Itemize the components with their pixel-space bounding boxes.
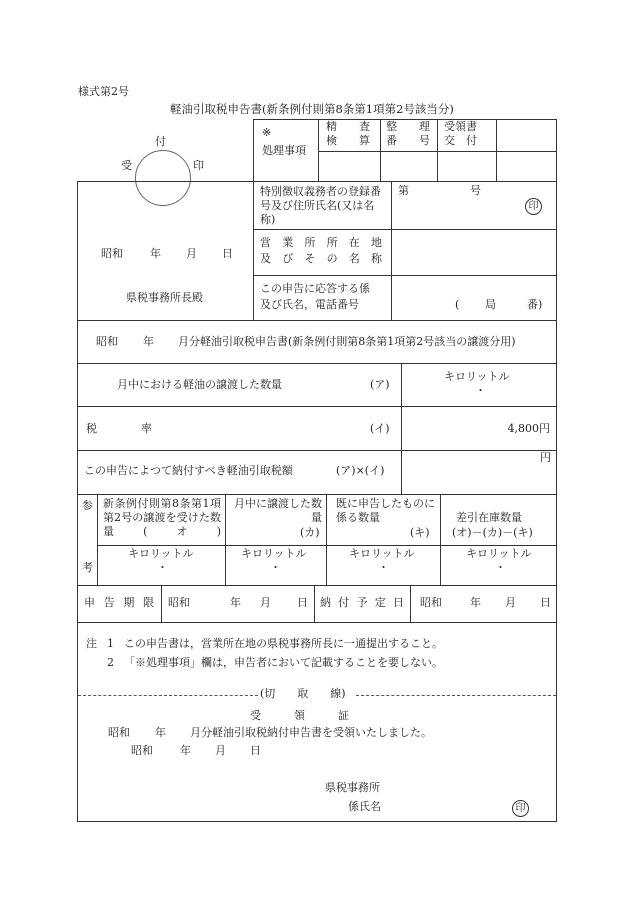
declaration-era: 昭和 [96, 335, 118, 348]
receipt-title: 受 領 証 [250, 709, 349, 722]
phone-open: ( [455, 298, 460, 311]
form-title: 軽油引取税申告書(新条例付則第8条第1項第2号該当分) [170, 102, 454, 116]
row-tax-amount-marker: (ア)×(イ) [336, 464, 385, 477]
reference-side-top: 参 [82, 499, 93, 512]
payment-era: 昭和 [420, 596, 442, 609]
cut-line-left [78, 695, 258, 696]
office-col1-line2: 検 算 [326, 134, 370, 147]
office-address-label-1: 営業所所在地 [260, 236, 382, 249]
cut-line-right [356, 695, 556, 696]
registration-no-suffix: 号 [470, 184, 481, 197]
office-mark: ※ [262, 126, 272, 139]
note-1-number: 1 [107, 637, 114, 650]
payment-month: 月 [505, 596, 516, 609]
stamp-label-top: 付 [155, 135, 166, 148]
reference-col3-dot: ・ [378, 561, 389, 574]
note-2: 「※処理事項」欄は，申告者において記載することを要しない。 [124, 656, 443, 669]
date-era: 昭和 [101, 247, 123, 260]
reference-col2-marker: (カ) [300, 526, 320, 539]
receipt-line1-era: 昭和 [108, 726, 130, 739]
deadline-day: 日 [297, 596, 308, 609]
office-address-label-2: 及びその名称 [260, 252, 382, 265]
receipt-office: 県税事務所 [325, 781, 380, 794]
reference-col1-unit: キロリットル [128, 547, 194, 560]
declaration-rest: 月分軽油引取税申告書(新条例付則第8条第1項第2号該当の譲渡分用) [178, 335, 516, 348]
deadline-era: 昭和 [168, 596, 190, 609]
reference-col4-header-2: (オ)－(カ)－(キ) [452, 526, 533, 539]
phone-number: 番) [527, 298, 543, 311]
reference-col3-header: 既に申告したものに係る数量 [336, 497, 435, 524]
reference-col2-dot: ・ [270, 561, 281, 574]
reference-col4-unit: キロリットル [466, 547, 532, 560]
deadline-month: 月 [260, 596, 271, 609]
row-quantity-dot: ・ [475, 384, 486, 397]
receipt-clerk: 係氏名 [348, 800, 381, 813]
declaration-year: 年 [143, 335, 154, 348]
registration-label: 特別徴収義務者の登録番号及び住所氏名(又は名称) [260, 185, 381, 226]
registration-no-prefix: 第 [398, 184, 409, 197]
receipt-line2-day: 日 [250, 744, 261, 757]
addressee: 県税事務所長殿 [126, 291, 203, 304]
reference-col2-header: 月中に譲渡した数量 [234, 497, 322, 524]
reference-side-bottom: 考 [82, 561, 93, 574]
reference-col1-header: 新条例付則第8条第1項第2号の譲渡を受けた数量(オ) [103, 497, 221, 538]
receipt-line1-text: 月分軽油引取税納付申告書を受領いたしました。 [190, 726, 432, 739]
payment-year: 年 [470, 596, 481, 609]
receipt-line2-era: 昭和 [131, 744, 153, 757]
office-col2-line1: 整 理 [386, 120, 430, 133]
reference-col4-dot: ・ [495, 561, 506, 574]
note-1: この申告書は，営業所在地の県税事務所長に一通提出すること。 [124, 637, 443, 650]
note-2-number: 2 [107, 656, 114, 669]
date-month: 月 [186, 247, 197, 260]
office-col1-line1: 精 査 [326, 120, 370, 133]
applicant-seal: 印 [525, 198, 542, 215]
office-col3-line2: 交 付 [444, 134, 477, 147]
deadline-label: 申告期限 [84, 596, 154, 609]
phone-exchange: 局 [485, 298, 496, 311]
office-col2-line2: 番 号 [386, 134, 430, 147]
receipt-line2-month: 月 [215, 744, 226, 757]
office-label: 処理事項 [262, 144, 306, 157]
notes-prefix: 注 [86, 637, 97, 650]
row-quantity-label: 月中における軽油の譲渡した数量 [117, 378, 282, 391]
reference-col1-dot: ・ [157, 561, 168, 574]
row-quantity-unit: キロリットル [444, 370, 510, 383]
payment-date-label: 納付予定日 [320, 596, 404, 609]
stamp-label-right: 印 [193, 159, 204, 172]
row-tax-amount-label: この申告によつて納付すべき軽油引取税額 [84, 464, 293, 477]
receipt-seal: 印 [512, 800, 529, 817]
form-number: 様式第2号 [78, 85, 129, 98]
deadline-year: 年 [230, 596, 241, 609]
date-year: 年 [150, 247, 161, 260]
row-tax-rate-label: 税 率 [86, 422, 152, 435]
reference-col2-unit: キロリットル [241, 547, 307, 560]
reference-col3-unit: キロリットル [349, 547, 415, 560]
office-col3-line1: 受領書 [444, 120, 477, 133]
receipt-line2-year: 年 [180, 744, 191, 757]
row-tax-amount-unit: 円 [540, 451, 551, 464]
cut-line-label: (切 取 線) [260, 687, 346, 700]
payment-day: 日 [540, 596, 551, 609]
contact-label-1: この申告に応答する係 [260, 282, 370, 295]
contact-label-2: 及び氏名，電話番号 [260, 298, 359, 311]
receipt-line1-year: 年 [155, 726, 166, 739]
stamp-label-left: 受 [121, 159, 132, 172]
row-tax-rate-marker: (イ) [370, 422, 390, 435]
date-day: 日 [222, 247, 233, 260]
reference-col3-marker: (キ) [410, 526, 430, 539]
reference-col4-header-1: 差引在庫数量 [456, 511, 522, 524]
row-quantity-marker: (ア) [370, 378, 390, 391]
row-tax-rate-value: 4,800円 [507, 422, 550, 435]
